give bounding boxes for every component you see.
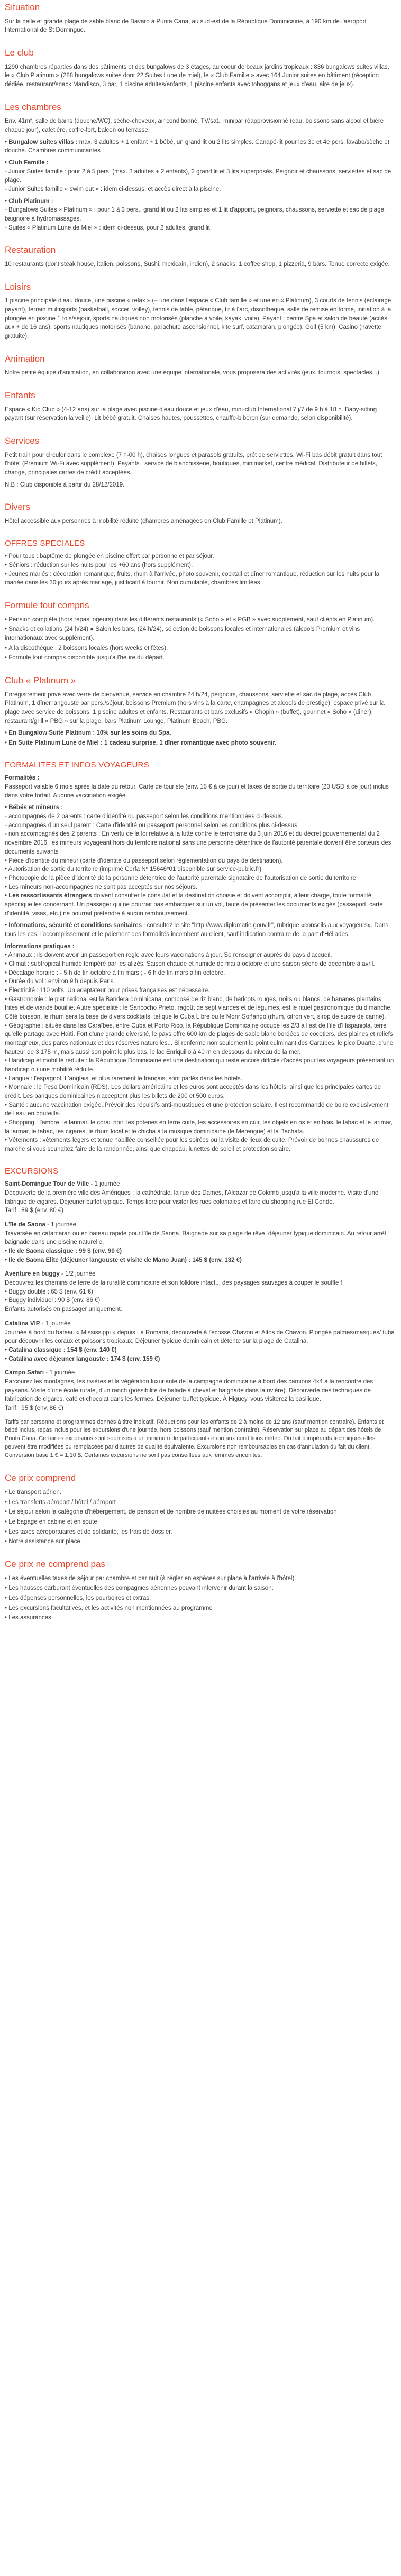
section-divers (5, 501, 395, 526)
infos-utiles-item: • Géographie : située dans les Caraïbes, entre Cuba et Porto Rico, la République Dominicaine occupe les 2/3 à l'est de l'île d'Hispaniola, terre qu'elle partage avec Haïti. Fort d'une grande diversité, le pays offre 600 km de plages de sable blanc bordées de cocotiers, des plaines et reliefs montagneux, des parcs nationaux et des réserves naturelles... Si renferme non seulement le point culminant des Caraïbes, le pico Duarte, d'une hauteur de 3 175 m, mais aussi son point le plus bas, le lac Enriquillo à 40 m en dessous du niveau de la mer. (5, 1022, 394, 1056)
enfants-text: Espace « Kid Club » (4-12 ans) sur la plage avec piscine d'eau douce et jeux d'eau, mini-club International 7 j/7 de 9 h à 18 h. Baby-sitting payant (sur réservation la veille). Lit bébé gratuit. Chaises hautes, poussettes, chauffe-biberon (sur demande, selon disponibilité). (5, 406, 377, 422)
platinum-text: Enregistrement privé avec verre de bienvenue, service en chambre 24 h/24, peignoirs, chaussons, serviette et sac de plage, accès Club Platinum, 1 dîner langouste par pers./séjour, boissons Premium (hors vins à la carte, champagnes et alcools de prestige), espace privé sur la plage avec service de boissons, 1 piscine adultes et enfants. Restaurants et bars exclusifs « Chopin » (buffet), gourmet « Soho » (dîner), restaurant/grill « PBG » sur la plage, bars Platinum Lounge, Platinum Beach, PBG. (5, 691, 385, 725)
section-title-formalites: FORMALITES ET INFOS VOYAGEURS (5, 760, 149, 769)
compris-item: • Le bagage en cabine et en soute (5, 1518, 395, 1527)
divers-text: Hôtel accessible aux personnes à mobilité réduite (chambres aménagées en Club Famille et Platinum). (5, 518, 282, 525)
infos-utiles-item: • Shopping : l'ambre, le larimar, le corail noir, les poteries en terre cuite, les accessoires en cuir, les objets en os et en bois, le tabac et le larimar, la larmar, le tabac, les cigares, le rhum local et le chicha à la musique dominicaine (le Merengue) et la Bachata. (5, 1119, 393, 1135)
chambres-famille-label: • Club Famille : (5, 159, 49, 166)
section-services (5, 435, 395, 489)
chambres-bungalow (5, 138, 395, 155)
excursion-heading (5, 1319, 395, 1328)
formalites-ressortissants-label: • Les ressortissants étrangers (5, 893, 92, 900)
excursion-price: Tarif : 89 $ (env. 80 €) (5, 1207, 64, 1214)
infos-utiles-item: • Décalage horaire : - 5 h de fin octobre à fin mars ; - 6 h de fin mars à fin octobre. (5, 969, 225, 976)
non-compris-item: • Les hausses carburant éventuelles des compagnies aériennes pouvant intervenir durant la saison. (5, 1584, 395, 1593)
formalites-mineurs-line: • Autorisation de sortie du territoire (imprimé Cerfa Nº 15646*01 disponible sur service-public.fr) (5, 866, 262, 873)
section-situation (5, 1, 395, 35)
excursion-name: Catalina VIP (5, 1320, 40, 1327)
section-compris (5, 1472, 395, 1546)
non-compris-item: • Les assurances. (5, 1614, 395, 1622)
section-excursions (5, 1166, 395, 1461)
formule-item: • Formule tout compris disponible jusqu'à l'heure du départ. (5, 654, 395, 663)
chambres-platinum-label: • Club Platinum : (5, 198, 53, 205)
section-title-enfants: Enfants (5, 390, 35, 400)
excursion-price: • Buggy double : 65 $ (env. 61 €) • Buggy individuel : 90 $ (env. 86 €) Enfants autorisés en passager uniquement. (5, 1288, 122, 1313)
excursion-name: Saint-Domingue Tour de Ville (5, 1181, 89, 1188)
infos-utiles-label: Informations pratiques : (5, 943, 75, 950)
section-title-loisirs: Loisirs (5, 281, 31, 292)
excursion-item (5, 1369, 395, 1413)
offres-item: • Jeunes mariés : décoration romantique, fruits, rhum à l'arrivée, photo souvenir, cocktail et dîner romantique, réduction sur les nuits pour la mariée dans les 30 jours après mariage, justificatif à fournir. Non cumulable, chambres limitées. (5, 571, 380, 586)
platinum-item (5, 729, 395, 738)
excursion-duration: - 1 journée (45, 1222, 77, 1229)
non-compris-item: • Les dépenses personnelles, les pourboires et extras. (5, 1594, 395, 1603)
formule-item: • A la discothèque : 2 boissons locales (hors weeks et fêtes). (5, 644, 395, 653)
section-enfants (5, 389, 395, 423)
section-title-formule: Formule tout compris (5, 600, 89, 611)
formalites-mineurs-line: • Les mineurs non-accompagnés ne sont pas acceptés sur nos séjours. (5, 884, 197, 891)
excursion-name: Aventure en buggy (5, 1271, 60, 1278)
section-title-services: Services (5, 435, 40, 446)
formalites-label: Formalités : (5, 775, 40, 782)
excursion-item (5, 1221, 395, 1264)
section-title-club: Le club (5, 47, 34, 58)
club-text: 1290 chambres réparties dans des bâtiments et des bungalows de 3 étages, au coeur de beaux jardins tropicaux : 836 bungalows suites villas, le « Club Platinum » (288 bungalows suites dont 22 Suites Lune de miel), le « Club Famille » avec 164 Junior suites en bâtiment (réception dédiée, restaurant/snack Mandisco, 3 bar, 1 piscine adultes/enfants, 1 piscine enfants avec toboggans et jeux d'eau, aire de jeux). (5, 63, 389, 88)
formalites-mineurs-line: - accompagnés d'un seul parent : Carte d'identité ou passeport personnel selon les conditions plus ci-dessus. (5, 822, 299, 829)
formalites-infos-text: : consultez le site "http://www.diplomatie.gouv.fr", rubrique «conseils aux voyageurs». Dans tous les cas, l'accomplissement et le paiement des formalités incombent au client, sauf indication contraire de la part d'Héliades. (5, 922, 389, 938)
formalites-ressortissants-text: doivent consulter le consulat et la destination choisie et doivent accomplir, à leur charge, toute formalité spécifique les concernant. Un passager qui ne pourrait pas embarquer sur un vol, faute de présenter les documents exigés (passeport, carte d'identité, visas, etc.) ne pourrait prétendre à aucun remboursement. (5, 893, 383, 917)
formalites-mineurs-line: - non accompagnés des 2 parents : En vertu de la loi relative à la lutte contre le terrorisme du 3 juin 2016 et du décret gouvernemental du 2 novembre 2016, les mineurs voyageant hors du territoire national sans une personne détentrice de l'autorité parentale doivent être porteurs des documents suivants : (5, 831, 391, 855)
offres-item: • Séniors : réduction sur les nuits pour les +60 ans (hors supplément). (5, 562, 193, 569)
chambres-intro: Env. 41m², salle de bains (douche/WC), sèche-cheveux, air conditionné, TV/sat., minibar réapprovisionné (eau, boissons sans alcool et bière chaque jour), cafetière, coffre-fort, balcon ou terrasse. (5, 118, 384, 133)
excursion-heading (5, 1221, 395, 1230)
excursion-name: L'île de Saona (5, 1222, 45, 1229)
platinum-item (5, 739, 395, 748)
section-title-excursions: EXCURSIONS (5, 1166, 59, 1176)
non-compris-list (5, 1574, 395, 1622)
chambres-famille-1: - Junior Suites famille : pour 2 à 5 pers. (max. 3 adultes + 2 enfants), 2 grand lit et 3 lits superposés. Peignoir et chaussons, serviettes et sac de plage. (5, 168, 391, 184)
formule-item: • Pension complète (hors repas logeurs) dans les différents restaurants (« Soho » et « PGB » avec supplément, sauf clients en Platinum). (5, 616, 395, 625)
formalites-mineurs-line: - accompagnés de 2 parents : carte d'identité ou passeport selon les conditions mentionnées ci-dessus. (5, 813, 284, 820)
excursion-desc: Parcourez les montagnes, les rivières et la végétation luxuriante de la campagne dominicaine à bord des camions 4x4 à la rencontre des paysans. Visite d'une école rurale, d'un ranch (possibilité de balade à cheval et baignade dans la rivière). Découverte des techniques de fabrication de cigares, café et chocolat dans les fermes. Déjeuner buffet typique. À Higuey, vous visiterez la basilique. (5, 1378, 373, 1403)
chambres-bungalow-label: • Bungalow suites villas : (5, 139, 78, 145)
excursion-name: Campo Safari (5, 1370, 44, 1377)
compris-list (5, 1488, 395, 1546)
non-compris-item: • Les excursions facultatives, et les activités non mentionnées au programme (5, 1604, 395, 1613)
infos-utiles-item: • Électricité : 110 volts. Un adaptateur pour prises françaises est nécessaire. (5, 987, 210, 994)
section-formule (5, 599, 395, 663)
formule-list (5, 616, 395, 663)
infos-utiles-item: • Handicap et mobilité réduite : la République Dominicaine est une destination qui reste encore difficile d'accès pour les voyageurs présentant un handicap ou une mobilité réduite. (5, 1058, 394, 1073)
section-chambres (5, 101, 395, 233)
section-title-situation: Situation (5, 2, 40, 12)
excursion-desc: Traversée en catamaran ou en bateau rapide pour l'île de Saona. Baignade sur sa plage de rêve, déjeuner typique dominicain. Au retour arrêt baignade dans une piscine naturelle. (5, 1230, 386, 1246)
excursion-item (5, 1319, 395, 1363)
formalites-infos-label: • Informations, sécurité et conditions sanitaires (5, 922, 142, 929)
formalites-mineurs-line: • Photocopie de la pièce d'identité de la personne détentrice de l'autorité parentale signataire de l'autorisation de sortie du territoire (5, 875, 356, 882)
section-formalites (5, 759, 395, 1154)
excursion-duration: - 1/2 journée (59, 1271, 96, 1278)
restauration-text: 10 restaurants (dont steak house, italien, poissons, Sushi, mexicain, indien), 2 snacks, 1 coffee shop, 1 pizzeria, 9 bars. Tenue correcte exigée. (5, 261, 390, 268)
excursion-price: • Catalina classique : 154 $ (env. 140 €) • Catalina avec déjeuner langouste : 174 $ (env. 159 €) (5, 1346, 160, 1362)
platinum-item-text: En Suite Platinum Lune de Miel : 1 cadeau surprise, 1 dîner romantique avec photo souvenir. (8, 740, 277, 747)
excursion-item (5, 1270, 395, 1314)
compris-item: • Le transport aérien. (5, 1488, 395, 1497)
excursion-heading (5, 1180, 395, 1189)
infos-utiles-item: • Gastronomie : le plat national est la Bandera dominicana, composé de riz blanc, de haricots rouges, noirs ou blancs, de bananes plantains frites et de viande bouillie. Autre spécialité : le Sancocho Prieto, ragoût de sept viandes et de légumes, est le rituel gastronomique du dimanche. Côté boisson, le rhum sera la base de divers cocktails, tel que le Cuba Libre ou le Morir Soñando (rhum, citron vert, sirop de sucre de canne). (5, 996, 392, 1020)
infos-utiles-item: • Climat : subtropical humide tempéré par les alizés. Saison chaude et humide de mai à octobre et une saison sèche de décembre à avril. (5, 960, 375, 967)
non-compris-item: • Les éventuelles taxes de séjour par chambre et par nuit (à régler en espèces sur place à l'arrivée à l'hôtel). (5, 1574, 395, 1583)
excursion-heading (5, 1270, 395, 1279)
excursion-desc: Journée à bord du bateau « Mississippi » depuis La Romana, découverte à l'écosse Chavon et Altos de Chavon. Plongée palmes/masques/ tuba pour découvrir les coraux et poissons tropicaux. Déjeuner typique dominicain et détente sur la plage de Catalina. (5, 1329, 395, 1345)
situation-text: Sur la belle et grande plage de sable blanc de Bavaro à Punta Cana, au sud-est de la République Dominicaine, à 190 km de l'aéroport International de St Domingue. (5, 18, 367, 34)
section-title-restauration: Restauration (5, 245, 56, 255)
section-animation (5, 353, 395, 378)
excursions-footer: Tarifs par personne et programmes donnés à titre indicatif. Réductions pour les enfants de 2 à moins de 12 ans (sauf mention contraire). Enfants et bébé inclus, repas inclus pour les excursions d'une journée, hors boissons (sauf mention contraire). Réservation sur place au départ des hôtels de Punta Cana. Certaines excursions sont soumises à un minimum de participants et/ou aux conditions météo. Du fait d'impératifs techniques elles peuvent être modifiées ou remplacées par d'autres de qualité équivalente. Excursions non remboursables en cas d'annulation du fait du client. Conversion base 1 € = 1,10 $. Certaines excursions ne sont pas conseillées aux femmes enceintes. (5, 1418, 384, 1459)
section-title-divers: Divers (5, 502, 31, 512)
infos-utiles-item: • Monnaie : le Peso Dominicain (RDS). Les dollars américains et les euros sont acceptés dans les hôtels, ainsi que les principales cartes de crédit. Les banques dominicaines n'acceptent plus les billets de 200 et 500 euros. (5, 1084, 381, 1099)
platinum-list (5, 729, 395, 747)
chambres-platinum-2: - Suites « Platinum Lune de Miel » : idem ci-dessus, pour 2 adultes, grand lit. (5, 224, 212, 231)
compris-item: • Les transferts aéroport / hôtel / aéroport (5, 1498, 395, 1507)
section-platinum (5, 674, 395, 748)
section-title-compris: Ce prix comprend (5, 1473, 76, 1483)
infos-utiles-item: • Santé : aucune vaccination exigée. Prévoir des répulsifs anti-moustiques et une protection solaire. Il est recommandé de boire exclusivement de l'eau en bouteille. (5, 1102, 389, 1117)
excursion-desc: Découvrez les chemins de terre de la ruralité dominicaine et son folklore intact... des paysages sauvages à couper le souffle ! (5, 1280, 342, 1287)
compris-item: • Le séjour selon la catégorie d'hébergement, de pension et de nombre de nuitées choisies au moment de votre réservation (5, 1508, 395, 1517)
excursion-item (5, 1180, 395, 1215)
formalites-mineurs-line: • Pièce d'identité du mineur (carte d'identité ou passeport selon réglementation du pays de destination). (5, 857, 283, 864)
section-restauration (5, 244, 395, 269)
offres-item: • Pour tous : baptême de plongée en piscine offert par personne et par séjour. (5, 553, 214, 560)
section-title-chambres: Les chambres (5, 102, 61, 112)
infos-utiles-item: • Vêtements : vêtements légers et tenue habillée conseillée pour les soirées ou la visite de lieux de culte. Prévoir de bonnes chaussures de marche si vous souhaitez faire de la randonnée, ainsi que chapeau, lunettes de soleil et protection solaire. (5, 1137, 379, 1152)
section-title-non-compris: Ce prix ne comprend pas (5, 1559, 105, 1569)
infos-utiles-item: • Animaux : ils doivent avoir un passeport en règle avec leurs vaccinations à jour. Se renseigner auprès du pays d'accueil. (5, 952, 332, 959)
section-offres (5, 538, 395, 588)
section-loisirs (5, 281, 395, 341)
excursion-duration: - 1 journée (89, 1181, 120, 1188)
formalites-infos (5, 921, 395, 939)
excursion-desc: Découverte de la première ville des Amériques : la cathédrale, la rue des Dames, l'Alcazar de Colomb jusqu'à la ville moderne. Visite d'une fabrique de cigares. Déjeuner buffet typique. Temps libre pour visiter les rues coloniales et faire du shopping rue El Conde. (5, 1190, 379, 1205)
compris-item: • Les taxes aéroportuaires et de solidarité, les frais de dossier. (5, 1528, 395, 1537)
excursion-duration: - 1 journée (40, 1320, 71, 1327)
formalites-mineurs-label: • Bébés et mineurs : (5, 804, 63, 811)
services-nb: N.B : Club disponible à partir du 28/12/2019. (5, 481, 125, 488)
section-title-animation: Animation (5, 353, 45, 364)
section-title-platinum: Club « Platinum » (5, 675, 76, 686)
formalites-para1: Passeport valable 6 mois après la date du retour. Carte de touriste (env. 15 € à ce jour) et taxes de sortie du territoire (20 USD à ce jour) inclus dans votre forfait. Aucune vaccination exigée. (5, 784, 389, 799)
services-text: Petit train pour circuler dans le complexe (7 h-00 h), chaises longues et parasols gratuits, prêt de serviettes. Wi-Fi bas débit gratuit dans tout l'hôtel (Premium Wi-Fi avec supplément). Payants : service de blanchisserie, boutiques, minimarket, centre médical. Distributeur de billets, change, principales cartes de crédit acceptées. (5, 452, 382, 476)
loisirs-text: 1 piscine principale d'eau douce, une piscine « relax » (+ une dans l'espace « Club famille » et une en « Platinum), 3 courts de tennis (éclairage payant), terrain multisports (basketball, soccer, volley), tennis de table, pétanque, tir à l'arc, discothèque, salle de remise en forme, initiation à la plongée en piscine 1 fois/séjour, sports nautiques non motorisés (planche à voile, kayak, voile). Payant : centre Spa et salon de beauté (accès aux + de 16 ans), sports nautiques motorisés (banane, parachute ascensionnel, kite surf, catamaran, plongée), Golf (5 km), Casino (navette gratuite). (5, 298, 391, 340)
section-non-compris (5, 1558, 395, 1622)
section-title-offres: OFFRES SPECIALES (5, 538, 85, 548)
chambres-famille-2: - Junior Suites famille « swim out » : idem ci-dessus, et accès direct à la piscine. (5, 186, 221, 192)
infos-utiles-item: • Durée du vol : environ 9 h depuis Paris. (5, 978, 115, 985)
formalites-ressortissants (5, 892, 395, 918)
infos-utiles-list (5, 951, 395, 1153)
excursion-heading (5, 1369, 395, 1378)
chambres-platinum-1: - Bungalows Suites « Platinum » : pour 1 à 3 pers., grand lit ou 2 lits simples et 1 lit d'appoint, peignoirs, chaussons, serviette et sac de plage, baignoire à hydromassages. (5, 207, 386, 222)
compris-item: • Notre assistance sur place. (5, 1537, 395, 1546)
excursion-price: Tarif : 95 $ (env. 86 €) (5, 1405, 64, 1411)
excursion-duration: - 1 journée (44, 1370, 75, 1377)
infos-utiles-item: • Langue : l'espagnol. L'anglais, et plus rarement le français, sont parlés dans les hôtels. (5, 1075, 242, 1082)
section-club (5, 47, 395, 89)
excursion-price: • Ile de Saona classique : 99 $ (env. 90 €) • Ile de Saona Elite (déjeuner langouste et visite de Mano Juan) : 145 $ (env. 132 €) (5, 1248, 242, 1263)
chambres-bungalow-text: max. 3 adultes + 1 enfant + 1 bébé, un grand lit ou 2 lits simples. Canapé-lit pour les 3e et 4e pers. lavabo/sèche et douche. Chambres communicantes (5, 139, 390, 154)
animation-text: Notre petite équipe d'animation, en collaboration avec une équipe internationale, vous proposera des activités (jeux, tournois, spectacles...). (5, 370, 381, 377)
platinum-item-text: En Bungalow Suite Platinum : 10% sur les soins du Spa. (8, 730, 171, 737)
formule-item: • Snacks et collations (24 h/24) ● Salon les bars, (24 h/24), sélection de boissons locales et internationales (alcools Premium et vins internationaux avec supplément). (5, 625, 395, 643)
